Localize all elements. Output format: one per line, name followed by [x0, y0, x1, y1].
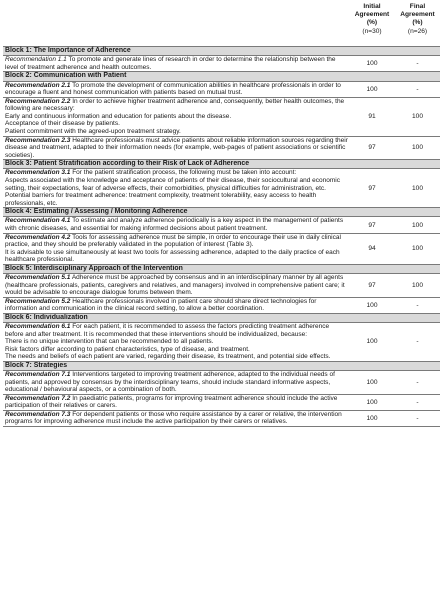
recommendation-line: To promote the development of communication abilities in healthcare professionals in order to encourage a fluent and honest communication with patients based on mutual trust.: [5, 81, 341, 97]
initial-agreement-value: 100: [366, 414, 378, 422]
initial-agreement-value: 97: [368, 144, 376, 152]
block-heading: Block 6: Individualization: [3, 314, 440, 323]
recommendation-text: [3, 137, 349, 160]
final-agreement-value: 100: [411, 184, 423, 192]
recommendation-text: [3, 56, 349, 71]
recommendation-line: Healthcare professionals involved in patient care should share direct technologies for information and communication in the clinical record setting, to allow a better coordination.: [5, 297, 317, 313]
recommendation-line: To promote and generate lines of research in order to determine the relationship between the level of treatment adherence and health outcomes.: [5, 56, 336, 71]
recommendation-line: For each patient, it is recommended to assess the factors predicting treatment adherence before and after treatment. It is recommended that these interventions should be individualized, because:: [5, 323, 330, 338]
recommendation-line: Early and continuous information and education for patients about the disease.: [5, 112, 232, 120]
header-line: (%): [412, 19, 423, 27]
final-agreement-value: -: [416, 378, 419, 386]
final-agreement-value: -: [416, 301, 419, 309]
block-heading: Block 3: Patient Stratification according to their Risk of Lack of Adherence: [3, 160, 440, 169]
block-heading: Block 4: Estimating / Assessing / Monitoring Adherence: [3, 208, 440, 217]
block-heading: Block 5: Interdisciplinary Approach of the Intervention: [3, 265, 440, 274]
initial-agreement-value: 100: [366, 85, 378, 93]
recommendation-paragraph: [5, 346, 349, 354]
recommendation-text: [3, 217, 349, 232]
recommendation-row: [3, 323, 440, 362]
recommendation-row: [3, 274, 440, 298]
recommendation-line: Risk factors differ according to patient characteristics, type of disease, and treatment.: [5, 345, 250, 353]
recommendation-row: [3, 169, 440, 208]
recommendation-label: Recommendation 2.2: [5, 97, 71, 105]
initial-agreement-value: 100: [366, 398, 378, 406]
final-agreement-header: [395, 3, 440, 36]
recommendations-table: [3, 0, 440, 427]
block-heading: Block 2: Communication with Patient: [3, 72, 440, 81]
final-agreement-value: -: [416, 414, 419, 422]
recommendation-paragraph: [5, 371, 349, 394]
recommendation-text: [3, 371, 349, 394]
initial-agreement-value: 97: [368, 221, 376, 229]
recommendation-line: There is no unique intervention that can be recommended to all patients.: [5, 338, 214, 346]
recommendation-line: Healthcare professionals must advice patients about reliable information sources regarding their disease and treatment, adapted to their information needs (for example, web-pages of patient associations or scientific societies).: [5, 136, 348, 159]
recommendation-line: Potential barriers for treatment adherence: treatment complexity, treatment tolerability, easy access to health professionals, etc.: [5, 192, 317, 207]
final-agreement-value: 100: [411, 281, 423, 289]
initial-agreement-value: 97: [368, 281, 376, 289]
recommendation-paragraph: [5, 249, 349, 264]
recommendation-text: [3, 82, 349, 97]
recommendation-label: Recommendation 1.1: [5, 56, 67, 64]
header-line: Agreement: [400, 11, 435, 19]
recommendation-line: The needs and beliefs of each patient are varied, regarding their disease, its treatment, and potential side effects.: [5, 353, 331, 361]
recommendation-line: For dependent patients or those who require assistance by a carer or relative, the intervention programs for improving adherence must include the active participation by their carers or relatives.: [5, 410, 342, 426]
recommendation-paragraph: [5, 353, 349, 361]
recommendation-paragraph: [5, 298, 349, 313]
header-line: Agreement: [354, 11, 390, 19]
recommendation-text: [3, 323, 349, 361]
recommendation-label: Recommendation 7.1: [5, 371, 71, 379]
final-agreement-value: 100: [411, 113, 423, 121]
initial-agreement-value: 100: [366, 301, 378, 309]
initial-agreement-value: 94: [368, 245, 376, 253]
recommendation-row: [3, 411, 440, 427]
block-heading: Block 1: The Importance of Adherence: [3, 47, 440, 56]
initial-agreement-value: 97: [368, 184, 376, 192]
final-agreement-value: 100: [411, 144, 423, 152]
final-agreement-value: -: [416, 60, 419, 68]
recommendation-paragraph: [5, 137, 349, 160]
recommendation-label: Recommendation 5.1: [5, 274, 71, 282]
header-line: (%): [366, 19, 378, 27]
recommendation-row: [3, 217, 440, 233]
recommendation-paragraph: [5, 98, 349, 113]
recommendation-label: Recommendation 4.2: [5, 233, 71, 241]
recommendation-label: Recommendation 3.1: [5, 169, 71, 177]
recommendation-paragraph: [5, 395, 349, 410]
final-agreement-value: 100: [411, 221, 423, 229]
recommendation-line: Patient commitment with the agreed-upon treatment strategy.: [5, 127, 181, 135]
initial-agreement-header: [349, 3, 395, 36]
final-agreement-value: 100: [411, 245, 423, 253]
recommendation-text: [3, 274, 349, 297]
recommendation-label: Recommendation 5.2: [5, 297, 71, 305]
recommendation-row: [3, 137, 440, 161]
recommendation-paragraph: [5, 128, 349, 136]
recommendation-paragraph: [5, 274, 349, 297]
recommendation-line: In paediatric patients, programs for improving treatment adherence should include the active participation of their relatives or carers.: [5, 394, 338, 410]
recommendation-label: Recommendation 2.1: [5, 81, 71, 89]
recommendation-paragraph: [5, 217, 349, 232]
recommendation-line: It is advisable to use simultaneously at least two tools for assessing adherence, adapted to the daily practice of each healthcare professional.: [5, 248, 340, 264]
recommendation-text: [3, 411, 349, 426]
header-line: (n=26): [407, 27, 428, 35]
recommendation-text: [3, 395, 349, 410]
recommendation-row: [3, 298, 440, 314]
header-line: Initial: [363, 3, 381, 10]
recommendation-line: Tools for assessing adherence must be simple, in order to encourage their use in daily clinical practice, and they should be preferably validated in the population of interest (Table 3).: [5, 233, 341, 249]
recommendation-paragraph: [5, 113, 349, 121]
recommendation-line: To estimate and analyze adherence periodically is a key aspect in the management of patients with chronic diseases, and essential for making informed decisions about patient treatment.: [5, 217, 344, 233]
header-line: Final: [409, 3, 426, 10]
recommendation-row: [3, 395, 440, 411]
recommendation-paragraph: [5, 323, 349, 338]
initial-agreement-value: 100: [366, 60, 378, 68]
initial-agreement-value: 100: [366, 338, 378, 346]
recommendation-row: [3, 371, 440, 395]
recommendation-paragraph: [5, 82, 349, 97]
header-line: (n=30): [362, 27, 382, 35]
final-agreement-value: -: [416, 85, 419, 93]
recommendation-line: Aspects associated with the knowledge and acceptance of patients of their disease, their sociocultural and economic setting, their expectations, fear of adverse effects, their comorbidities, physical difficulties for administration, etc.: [5, 177, 340, 192]
recommendation-paragraph: [5, 177, 349, 192]
recommendation-paragraph: [5, 192, 349, 207]
recommendation-row: [3, 98, 440, 137]
recommendation-paragraph: [5, 234, 349, 249]
recommendation-line: For the patient stratification process, the following must be taken into account:: [72, 169, 297, 177]
recommendation-line: In order to achieve higher treatment adherence and, consequently, better health outcomes, the following are necessary:: [5, 97, 345, 113]
recommendation-paragraph: [5, 338, 349, 346]
recommendation-label: Recommendation 2.3: [5, 136, 71, 144]
recommendation-line: Interventions targeted to improving treatment adherence, adapted to the individual needs of patients, and approved by consensus by the interdisciplinary teams, should include standard informative aspects, educational / behavioural aspects, or a combination of both.: [5, 371, 335, 394]
recommendation-paragraph: [5, 169, 349, 177]
recommendation-text: [3, 98, 349, 136]
recommendation-text: [3, 298, 349, 313]
recommendation-text: [3, 169, 349, 207]
recommendation-label: Recommendation 7.2: [5, 394, 71, 402]
recommendation-row: [3, 234, 440, 265]
recommendation-paragraph: [5, 56, 349, 71]
table-header: [3, 0, 440, 46]
initial-agreement-value: 91: [368, 113, 376, 121]
table-body: [3, 47, 440, 427]
final-agreement-value: -: [416, 338, 419, 346]
recommendation-label: Recommendation 7.3: [5, 410, 71, 418]
final-agreement-value: -: [416, 398, 419, 406]
block-heading: Block 7: Strategies: [3, 362, 440, 371]
recommendation-paragraph: [5, 411, 349, 426]
recommendation-paragraph: [5, 120, 349, 128]
recommendation-line: Acceptance of their disease by patients.: [5, 120, 120, 128]
recommendation-row: [3, 82, 440, 98]
initial-agreement-value: 100: [366, 378, 378, 386]
recommendation-row: [3, 56, 440, 72]
recommendation-line: Adherence must be approached by consensus and in an interdisciplinary manner by all agents (healthcare professionals, patients, caregivers and relatives, and managers) involved in comprehensive patient care; it would be advisable to encourage dialogue forums between them.: [5, 274, 345, 297]
recommendation-label: Recommendation 6.1: [5, 323, 71, 331]
recommendation-label: Recommendation 4.1: [5, 217, 71, 225]
recommendation-text: [3, 234, 349, 264]
